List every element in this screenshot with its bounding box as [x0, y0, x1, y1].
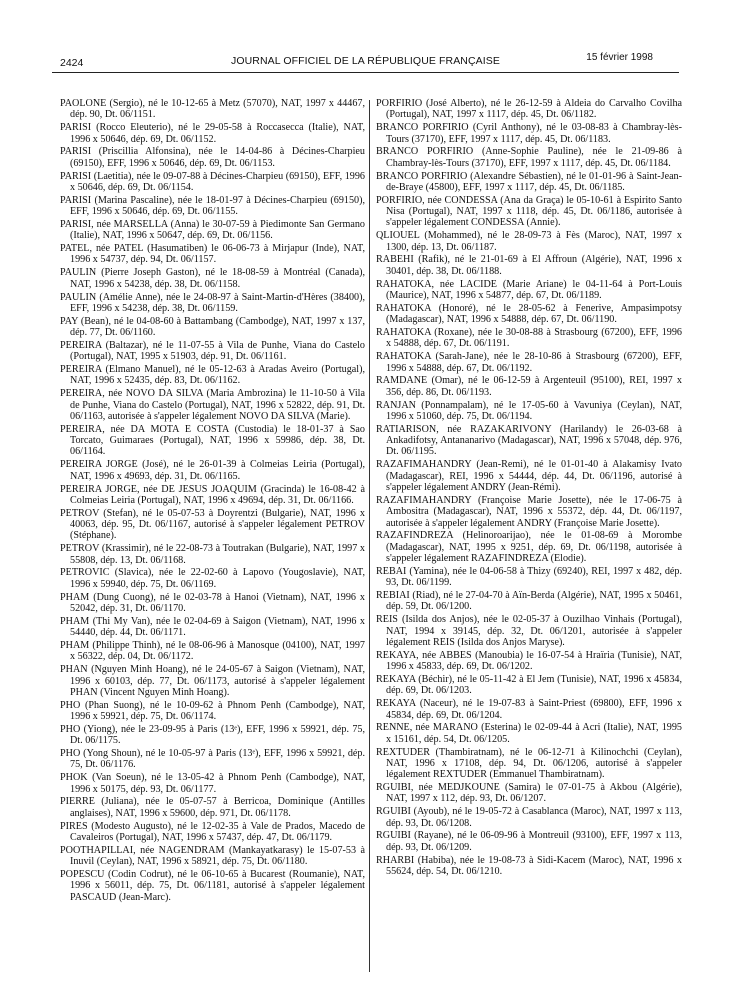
register-entry: PAY (Bean), né le 04-08-60 à Battambang (Cambodge), NAT, 1997 x 137, dép. 77, Dt. 06/1160.: [60, 315, 365, 339]
register-entry: PHAM (Philippe Thinh), né le 08-06-96 à Manosque (04100), NAT, 1997 x 56322, dép. 04, Dt. 06/1172.: [60, 639, 365, 663]
register-entry: PEREIRA (Elmano Manuel), né le 05-12-63 à Aradas Aveiro (Portugal), NAT, 1996 x 52435, dép. 83, Dt. 06/1162.: [60, 364, 365, 387]
register-entry: PEREIRA (Baltazar), né le 11-07-55 à Vila de Punhe, Viana do Castelo (Portugal), NAT, 1995 x 51903, dép. 91, Dt. 06/1161.: [60, 339, 365, 363]
register-entry: PETROV (Krassimir), né le 22-08-73 à Toutrakan (Bulgarie), NAT, 1997 x 55808, dép. 13, Dt. 06/1168.: [60, 543, 365, 566]
register-entry: REXTUDER (Thambiratnam), né le 06-12-71 à Kilinochchi (Ceylan), NAT, 1996 x 17108, dép. 94, Dt. 06/1206, autorisé à s'appeler légalement REXTUDER (Emmanuel Thambiratnam).: [376, 746, 682, 781]
register-entry: RGUIBI, née MEDJKOUNE (Samira) le 07-01-75 à Akbou (Algérie), NAT, 1997 x 112, dép. 93, Dt. 06/1207.: [376, 782, 682, 805]
register-entry: REBAI (Yamina), née le 04-06-58 à Thizy (69240), REI, 1997 x 482, dép. 93, Dt. 06/1199.: [376, 565, 682, 589]
register-entry: RAHATOKA, née LACIDE (Marie Ariane) le 04-11-64 à Port-Louis (Maurice), NAT, 1996 x 54877, dép. 67, Dt. 06/1189.: [376, 278, 682, 301]
register-entry: REKAYA, née ABBES (Manoubia) le 16-07-54 à Hraïria (Tunisie), NAT, 1996 x 45833, dép. 69, Dt. 06/1202.: [376, 649, 682, 673]
register-entry: RENNE, née MARANO (Esterina) le 02-09-44 à Acri (Italie), NAT, 1995 x 15161, dép. 54, Dt. 06/1205.: [376, 722, 682, 745]
journal-title: JOURNAL OFFICIEL DE LA RÉPUBLIQUE FRANÇAISE: [231, 55, 500, 67]
register-entry: PAULIN (Pierre Joseph Gaston), né le 18-08-59 à Montréal (Canada), NAT, 1996 x 54238, dép. 38, Dt. 06/1158.: [60, 267, 365, 290]
register-entry: PORFIRIO, née CONDESSA (Ana da Graça) le 05-10-61 à Espirito Santo Nisa (Portugal), NAT, 1997 x 1118, dép. 45, Dt. 06/1186, autorisée à s'appeler légalement CONDESSA (Annie).: [376, 194, 682, 229]
column-divider: [369, 100, 370, 972]
register-entry: PHOK (Van Soeun), né le 13-05-42 à Phnom Penh (Cambodge), NAT, 1996 x 50175, dép. 93, Dt. 06/1177.: [60, 772, 365, 795]
issue-date: 15 février 1998: [586, 52, 653, 63]
register-entry: PHO (Phan Suong), né le 10-09-62 à Phnom Penh (Cambodge), NAT, 1996 x 59921, dép. 75, Dt. 06/1174.: [60, 699, 365, 723]
register-entry: RAMDANE (Omar), né le 06-12-59 à Argenteuil (95100), REI, 1997 x 356, dép. 86, Dt. 06/1193.: [376, 375, 682, 398]
right-column: [376, 98, 682, 879]
register-entry: PHAM (Thi My Van), née le 02-04-69 à Saigon (Vietnam), NAT, 1996 x 54440, dép. 44, Dt. 06/1171.: [60, 615, 365, 639]
register-entry: RAHATOKA (Sarah-Jane), née le 28-10-86 à Strasbourg (67200), EFF, 1996 x 54888, dép. 67, Dt. 06/1192.: [376, 351, 682, 374]
register-entry: PEREIRA, née DA MOTA E COSTA (Custodia) le 18-01-37 à Sao Torcato, Guimaraes (Portugal), NAT, 1996 x 59986, dép. 38, Dt. 06/1164.: [60, 423, 365, 458]
register-entry: PORFIRIO (José Alberto), né le 26-12-59 à Aldeia do Carvalho Covilha (Portugal), NAT, 1997 x 1117, dép. 45, Dt. 06/1182.: [376, 98, 682, 121]
register-entry: BRANCO PORFIRIO (Alexandre Sébastien), né le 01-01-96 à Saint-Jean-de-Braye (45800), EFF, 1997 x 1117, dép. 45, Dt. 06/1185.: [376, 170, 682, 193]
register-entry: RGUIBI (Rayane), né le 06-09-96 à Montreuil (93100), EFF, 1997 x 113, dép. 93, Dt. 06/1209.: [376, 830, 682, 853]
register-entry: PIRES (Modesto Augusto), né le 12-02-35 à Vale de Prados, Macedo de Cavaleiros (Portugal), NAT, 1996 x 57437, dép. 47, Dt. 06/1179.: [60, 820, 365, 843]
register-entry: REKAYA (Béchir), né le 05-11-42 à El Jem (Tunisie), NAT, 1996 x 45834, dép. 69, Dt. 06/1203.: [376, 674, 682, 697]
register-entry: RAHATOKA (Roxane), née le 30-08-88 à Strasbourg (67200), EFF, 1996 x 54888, dép. 67, Dt. 06/1191.: [376, 327, 682, 350]
register-entry: REBIAI (Riad), né le 27-04-70 à Aïn-Berda (Algérie), NAT, 1995 x 50461, dép. 59, Dt. 06/1200.: [376, 590, 682, 613]
register-entry: RABEHI (Rafik), né le 21-01-69 à El Affroun (Algérie), NAT, 1996 x 30401, dép. 38, Dt. 06/1188.: [376, 254, 682, 277]
register-entry: PARISI (Priscillia Alfonsina), née le 14-04-86 à Décines-Charpieu (69150), EFF, 1996 x 50646, dép. 69, Dt. 06/1153.: [60, 146, 365, 169]
register-entry: PARISI, née MARSELLA (Anna) le 30-07-59 à Piedimonte San Germano (Italie), NAT, 1996 x 50647, dép. 69, Dt. 06/1156.: [60, 218, 365, 242]
register-entry: POPESCU (Codin Codrut), né le 06-10-65 à Bucarest (Roumanie), NAT, 1996 x 56011, dép. 75, Dt. 06/1181, autorisé à s'appeler légalement PASCAUD (Jean-Marc).: [60, 869, 365, 903]
register-entry: PARISI (Marina Pascaline), née le 18-01-97 à Décines-Charpieu (69150), EFF, 1996 x 50646, dép. 69, Dt. 06/1155.: [60, 194, 365, 218]
register-entry: RAHATOKA (Honoré), né le 28-05-62 à Fenerive, Ampasimpotsy (Madagascar), NAT, 1996 x 54888, dép. 67, Dt. 06/1190.: [376, 302, 682, 326]
left-column: [60, 98, 365, 905]
page-header: [52, 52, 679, 70]
register-entry: PHAM (Dung Cuong), né le 02-03-78 à Hanoi (Vietnam), NAT, 1996 x 52042, dép. 31, Dt. 06/1170.: [60, 591, 365, 614]
register-entry: PARISI (Laetitia), née le 09-07-88 à Décines-Charpieu (69150), EFF, 1996 x 50646, dép. 69, Dt. 06/1154.: [60, 170, 365, 193]
register-entry: RHARBI (Habiba), née le 19-08-73 à Sidi-Kacem (Maroc), NAT, 1996 x 55624, dép. 54, Dt. 06/1210.: [376, 854, 682, 877]
register-entry: RAZAFIMAHANDRY (Françoise Marie Josette), née le 17-06-75 à Ambositra (Madagascar), NAT, 1996 x 55372, dép. 44, Dt. 06/1197, autorisée à s'appeler légalement ANDRY (Françoise Marie Josette).: [376, 494, 682, 529]
register-entry: PARISI (Rocco Eleuterio), né le 29-05-58 à Roccasecca (Italie), NAT, 1996 x 50646, dép. 69, Dt. 06/1152.: [60, 122, 365, 145]
register-entry: BRANCO PORFIRIO (Cyril Anthony), né le 03-08-83 à Chambray-lès-Tours (37170), EFF, 1997 x 1117, dép. 45, Dt. 06/1183.: [376, 122, 682, 145]
register-entry: PATEL, née PATEL (Hasumatiben) le 06-06-73 à Mirjapur (Inde), NAT, 1996 x 54737, dép. 94, Dt. 06/1157.: [60, 243, 365, 266]
register-entry: PAOLONE (Sergio), né le 10-12-65 à Metz (57070), NAT, 1997 x 44467, dép. 90, Dt. 06/1151.: [60, 98, 365, 121]
register-entry: RAZAFIMAHANDRY (Jean-Remi), né le 01-01-40 à Alakamisy Ivato (Madagascar), REI, 1996 x 54444, dép. 44, Dt. 06/1196, autorisé à s'appeler légalement ANDRY (Jean-Rémi).: [376, 459, 682, 493]
register-entry: PEREIRA JORGE, née DE JESUS JOAQUIM (Gracinda) le 16-08-42 à Colmeias Leiria (Portugal), NAT, 1996 x 49694, dép. 31, Dt. 06/1166.: [60, 483, 365, 506]
page-number: 2424: [60, 57, 84, 69]
register-entry: PIERRE (Juliana), née le 05-07-57 à Berricoa, Dominique (Antilles anglaises), NAT, 1996 x 59600, dép. 971, Dt. 06/1178.: [60, 796, 365, 819]
register-entry: PETROV (Stefan), né le 05-07-53 à Doyrentzi (Bulgarie), NAT, 1996 x 40063, dép. 95, Dt. 06/1167, autorisé à s'appeler légalement PETROV (Stéphane).: [60, 507, 365, 542]
register-entry: PEREIRA, née NOVO DA SILVA (Maria Ambrozina) le 11-10-50 à Vila de Punhe, Viana do Castelo (Portugal), NAT, 1996 x 52822, dép. 91, Dt. 06/1163, autorisée à s'appeler légalement NOVO DA SILVA (Marie).: [60, 388, 365, 422]
register-entry: RANJAN (Ponnampalam), né le 17-05-60 à Vavuniya (Ceylan), NAT, 1996 x 51060, dép. 75, Dt. 06/1194.: [376, 399, 682, 422]
register-entry: RAZAFINDREZA (Helinoroarijao), née le 01-08-69 à Morombe (Madagascar), NAT, 1995 x 9251, dép. 69, Dt. 06/1198, autorisée à s'appeler légalement RAZAFINDREZA (Elodie).: [376, 530, 682, 565]
register-entry: PHAN (Nguyen Minh Hoang), né le 24-05-67 à Saigon (Vietnam), NAT, 1996 x 60103, dép. 77, Dt. 06/1173, autorisé à s'appeler légalement PHAN (Vincent Nguyen Minh Hoang).: [60, 664, 365, 698]
register-entry: PETROVIC (Slavica), née le 22-02-60 à Lapovo (Yougoslavie), NAT, 1996 x 59940, dép. 75, Dt. 06/1169.: [60, 567, 365, 590]
register-entry: PHO (Yong Shoun), né le 10-05-97 à Paris (13ᵉ), EFF, 1996 x 59921, dép. 75, Dt. 06/1176.: [60, 748, 365, 771]
register-entry: PAULIN (Amélie Anne), née le 24-08-97 à Saint-Martin-d'Hères (38400), EFF, 1996 x 54238, dép. 38, Dt. 06/1159.: [60, 291, 365, 314]
register-entry: BRANCO PORFIRIO (Anne-Sophie Pauline), née le 21-09-86 à Chambray-lès-Tours (37170), EFF, 1997 x 1117, dép. 45, Dt. 06/1184.: [376, 146, 682, 169]
header-rule: [52, 72, 679, 73]
register-entry: REIS (Isilda dos Anjos), née le 02-05-37 à Ouzilhao Vinhais (Portugal), NAT, 1994 x 39145, dép. 32, Dt. 06/1201, autorisée à s'appeler légalement REIS (Isilda dos Anjos Maryse).: [376, 614, 682, 648]
register-entry: REKAYA (Naceur), né le 19-07-83 à Saint-Priest (69800), EFF, 1996 x 45834, dép. 69, Dt. 06/1204.: [376, 698, 682, 721]
register-entry: POOTHAPILLAI, née NAGENDRAM (Mankayatkarasy) le 15-07-53 à Inuvil (Ceylan), NAT, 1996 x 58921, dép. 75, Dt. 06/1180.: [60, 844, 365, 868]
register-entry: PHO (Yiong), née le 23-09-95 à Paris (13ᵉ), EFF, 1996 x 59921, dép. 75, Dt. 06/1175.: [60, 723, 365, 747]
register-entry: QLIOUEL (Mohammed), né le 28-09-73 à Fès (Maroc), NAT, 1997 x 1300, dép. 13, Dt. 06/1187.: [376, 230, 682, 253]
register-entry: RATIARISON, née RAZAKARIVONY (Harilandy) le 26-03-68 à Ankadifotsy, Antananarivo (Madagascar), NAT, 1996 x 57048, dép. 976, Dt. 06/1195.: [376, 423, 682, 458]
register-entry: RGUIBI (Ayoub), né le 19-05-72 à Casablanca (Maroc), NAT, 1997 x 113, dép. 93, Dt. 06/1208.: [376, 806, 682, 829]
register-entry: PEREIRA JORGE (José), né le 26-01-39 à Colmeias Leiria (Portugal), NAT, 1996 x 49693, dép. 31, Dt. 06/1165.: [60, 459, 365, 482]
